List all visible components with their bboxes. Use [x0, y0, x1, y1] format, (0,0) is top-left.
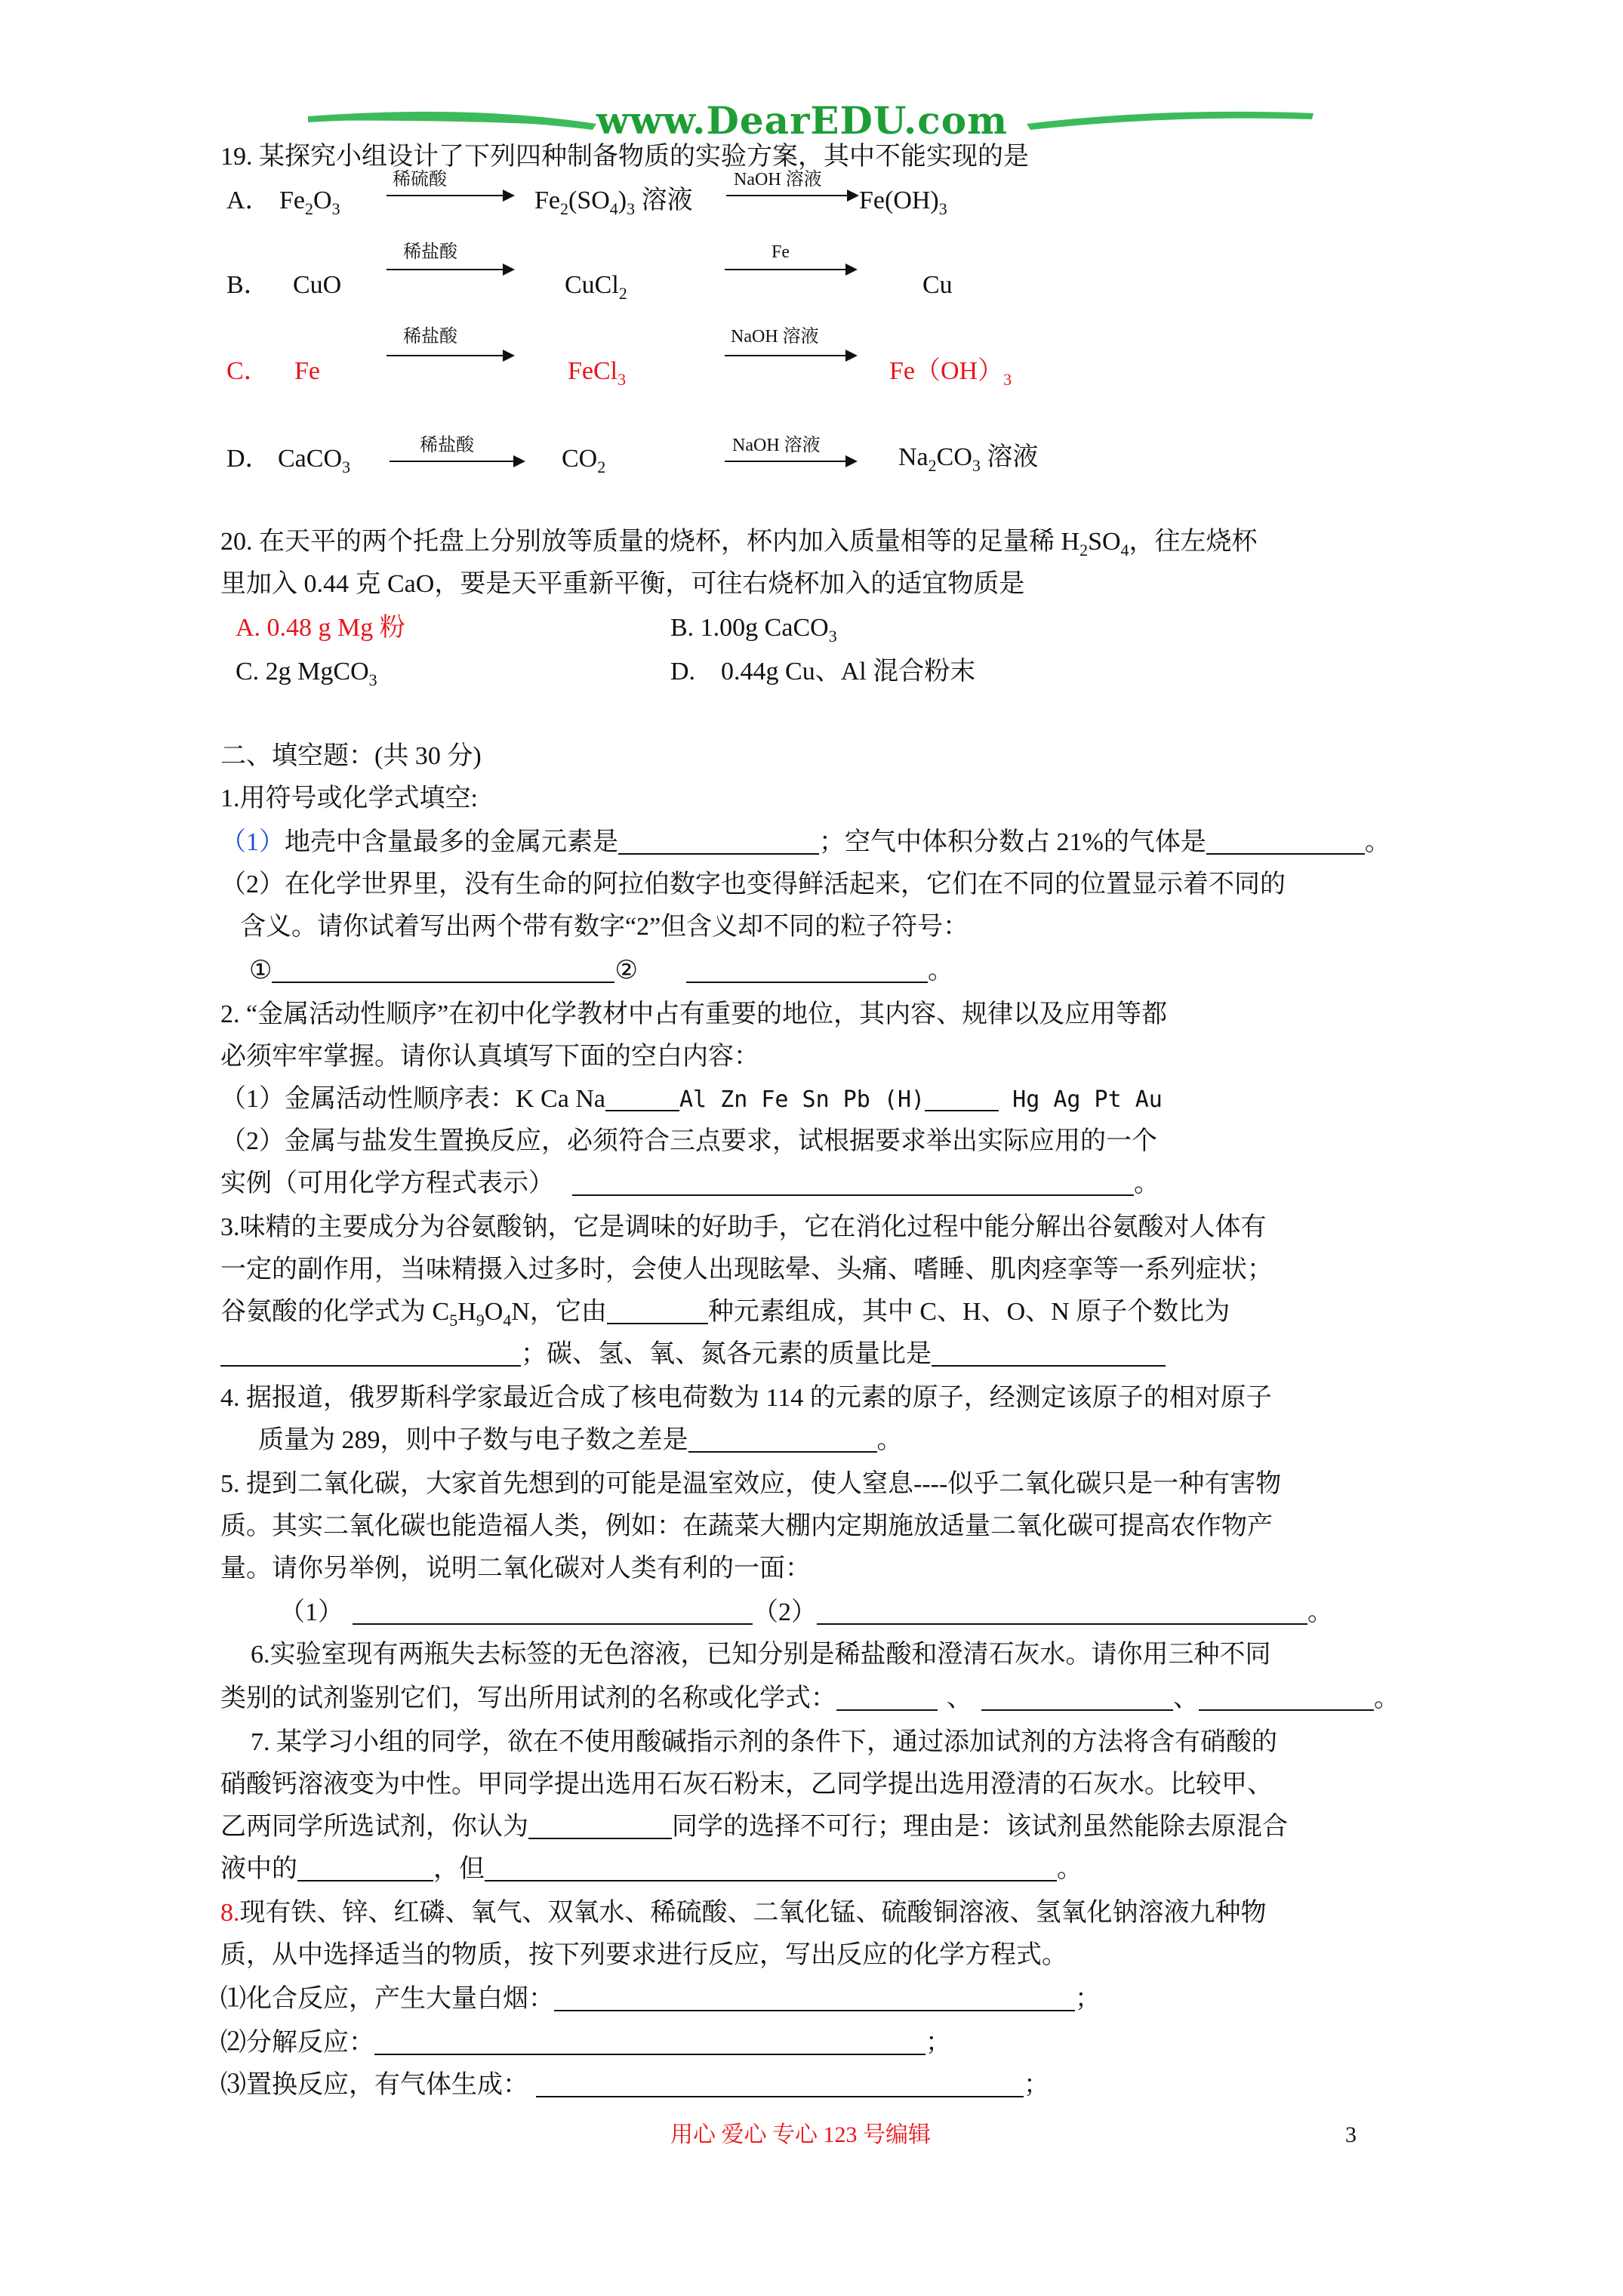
q20-option-c: C. 2g MgCO$_3$ [236, 658, 377, 689]
p5-line-a: 5. 提到二氧化碳，大家首先想到的可能是温室效应，使人窒息----似乎二氧化碳只是一种有害物 [220, 1470, 1282, 1498]
p6-line-b: 类别的试剂鉴别它们，写出所用试剂的名称或化学式： 、 、 。 [220, 1684, 1400, 1712]
p1-line-2b: 含义。请你试着写出两个带有数字“2”但含义却不同的粒子符号： [240, 913, 969, 941]
p8-line-a: 8.现有铁、锌、红磷、氧气、双氧水、稀硫酸、二氧化锰、硫酸铜溶液、氢氧化钠溶液九种物 [220, 1899, 1267, 1927]
q19-option-b-letter: B． [226, 271, 269, 299]
blank-displacement-equation[interactable] [572, 1169, 1134, 1196]
q19-option-c-product: $Fe(OH)_3$ [889, 357, 1012, 389]
footer-motto: 用心 爱心 专心 123 号编辑 [670, 2122, 931, 2147]
blank-removed-impurity[interactable] [297, 1854, 433, 1881]
p2-line-1: （1）金属活动性顺序表：K Ca Na Al Zn Fe Sn Pb (H) Hg Ag Pt Au [220, 1085, 1163, 1113]
blank-displacement-reaction[interactable] [536, 2070, 1024, 2097]
p4-line-a: 4. 据报道，俄罗斯科学家最近合成了核电荷数为 114 的元素的原子，经测定该原子的相对原子 [220, 1384, 1272, 1412]
q19-option-c-arrow-1: 稀盐酸 [387, 326, 515, 364]
p3-line-a: 3.味精的主要成分为谷氨酸钠，它是调味的好助手，它在消化过程中能分解出谷氨酸对人体有 [220, 1213, 1267, 1241]
q19-option-d-arrow-1: 稀盐酸 [390, 438, 525, 468]
p2-line-2b: 实例（可用化学方程式表示） 。 [220, 1170, 1160, 1197]
blank-combination-reaction[interactable] [554, 1984, 1075, 2011]
q19-option-b-intermediate: CuCl$_2$ [565, 271, 627, 303]
p1-line-1: （1）地壳中含量最多的金属元素是 ；空气中体积分数占 21%的气体是 。 [220, 828, 1390, 856]
blank-metal-element[interactable] [618, 827, 819, 855]
p8-line-2: ⑵分解反应： ； [220, 2029, 951, 2057]
p3-line-c: 谷氨酸的化学式为 $C_5H_9O_4N$，它由 种元素组成，其中 C、H、O、N 原子个数比为 [220, 1298, 1230, 1330]
p2-line-2a: （2）金属与盐发生置换反应，必须符合三点要求，试根据要求举出实际应用的一个 [220, 1127, 1157, 1155]
q19-option-c-letter: C． [226, 357, 269, 385]
p5-line-d: （1） （2） 。 [279, 1598, 1333, 1626]
q19-option-d-reactant: CaCO$_3$ [278, 445, 350, 476]
blank-reagent-1[interactable] [836, 1684, 938, 1711]
q20-option-a: A. 0.48 g Mg 粉 [236, 614, 405, 642]
q19-option-d-letter: D． [226, 445, 271, 473]
q20-stem-line-1: 20. 在天平的两个托盘上分别放等质量的烧杯，杯内加入质量相等的足量稀 $H_2SO_4$，往左烧杯 [220, 528, 1258, 559]
q19-option-a-product: $Fe(OH)_3$ [859, 186, 947, 218]
q19-option-a-arrow-1: 稀硫酸 [387, 175, 515, 205]
blank-student-choice[interactable] [528, 1812, 672, 1839]
blank-decomposition-reaction[interactable] [374, 2028, 925, 2055]
q19-option-d-product: $Na_2CO_3$ 溶液 [898, 443, 1039, 475]
blank-gas-21-percent[interactable] [1206, 827, 1365, 855]
blank-reagent-2[interactable] [981, 1684, 1173, 1711]
page-number: 3 [1345, 2122, 1357, 2147]
p7-line-c: 乙两同学所选试剂，你认为 同学的选择不可行；理由是：该试剂虽然能除去原混合 [220, 1813, 1288, 1841]
p6-line-a: 6.实验室现有两瓶失去标签的无色溶液，已知分别是稀盐酸和澄清石灰水。请你用三种不同 [251, 1641, 1271, 1669]
p5-line-b: 质。其实二氧化碳也能造福人类，例如：在蔬菜大棚内定期施放适量二氧化碳可提高农作物产 [220, 1512, 1273, 1540]
blank-co2-benefit-2[interactable] [817, 1598, 1307, 1625]
p8-line-1: ⑴化合反应，产生大量白烟： ； [220, 1985, 1101, 2013]
p1-line-2a: （2）在化学世界里，没有生命的阿拉伯数字也变得鲜活起来，它们在不同的位置显示着不同的 [220, 871, 1286, 898]
q19-option-b-arrow-2: Fe [725, 242, 858, 279]
blank-reason[interactable] [485, 1854, 1057, 1881]
p2-line-a: 2. “金属活动性顺序”在初中化学教材中占有重要的地位，其内容、规律以及应用等都 [220, 1000, 1168, 1028]
blank-mass-ratio[interactable] [932, 1339, 1166, 1367]
blank-activity-2[interactable] [925, 1084, 999, 1111]
q19-option-c-arrow-2: NaOH 溶液 [725, 326, 858, 364]
q19-option-d-arrow-2: NaOH 溶液 [725, 438, 858, 468]
header-site-name: www.DearEDU.com [596, 98, 1009, 143]
blank-element-count[interactable] [607, 1297, 708, 1324]
blank-particle-2[interactable] [686, 956, 928, 983]
q19-option-d-intermediate: $CO_2$ [562, 445, 606, 476]
q19-option-b-arrow-1: 稀盐酸 [387, 242, 515, 279]
p5-line-c: 量。请你另举例，说明二氧化碳对人类有利的一面： [220, 1555, 811, 1583]
q20-option-d: D. 0.44g Cu、Al 混合粉末 [670, 658, 976, 686]
blank-activity-1[interactable] [605, 1084, 679, 1111]
p1-line-2c: ① ② 。 [249, 957, 953, 985]
q19-option-a-letter: A． [226, 186, 271, 214]
blank-co2-benefit-1[interactable] [353, 1598, 753, 1625]
q20-option-b: B. 1.00g CaCO$_3$ [670, 614, 837, 646]
section-2-title: 二、填空题：(共 30 分) [220, 742, 482, 770]
p3-line-b: 一定的副作用，当味精摄入过多时，会使人出现眩晕、头痛、嗜睡、肌肉痉挛等一系列症状； [220, 1256, 1273, 1284]
blank-atom-ratio[interactable] [220, 1339, 521, 1367]
p8-line-b: 质，从中选择适当的物质，按下列要求进行反应，写出反应的化学方程式。 [220, 1941, 1067, 1969]
p4-line-b: 质量为 289，则中子数与电子数之差是 。 [258, 1426, 903, 1454]
q19-option-a-intermediate: $Fe_2(SO_4)_3$ 溶液 [534, 186, 693, 218]
p7-line-d: 液中的 ，但 。 [220, 1855, 1083, 1883]
q19-option-c-intermediate: FeCl$_3$ [568, 357, 627, 389]
blank-neutron-electron-diff[interactable] [688, 1425, 877, 1453]
q19-option-c-reactant: Fe [294, 357, 320, 385]
blank-reagent-3[interactable] [1199, 1684, 1374, 1711]
p8-line-3: ⑶置换反应，有气体生成： ； [220, 2071, 1049, 2099]
q19-option-b-reactant: CuO [293, 271, 342, 299]
p7-line-a: 7. 某学习小组的同学，欲在不使用酸碱指示剂的条件下，通过添加试剂的方法将含有硝酸的 [251, 1728, 1277, 1756]
q19-option-a-reactant: $Fe_2O_3$ [279, 186, 340, 218]
p3-line-d: ；碳、氢、氧、氮各元素的质量比是 [220, 1338, 1166, 1371]
q19-option-b-product: Cu [922, 271, 953, 299]
q20-stem-line-2: 里加入 0.44 克 CaO，要是天平重新平衡，可往右烧杯加入的适宜物质是 [220, 570, 1025, 598]
q19-option-a-arrow-2: NaOH 溶液 [726, 175, 859, 205]
blank-particle-1[interactable] [272, 956, 614, 983]
p7-line-b: 硝酸钙溶液变为中性。甲同学提出选用石灰石粉末，乙同学提出选用澄清的石灰水。比较甲、 [220, 1771, 1273, 1798]
p1-title: 1.用符号或化学式填空: [220, 784, 478, 812]
q19-stem: 19. 某探究小组设计了下列四种制备物质的实验方案，其中不能实现的是 [220, 143, 1029, 171]
p2-line-b: 必须牢牢掌握。请你认真填写下面的空白内容： [220, 1043, 759, 1071]
